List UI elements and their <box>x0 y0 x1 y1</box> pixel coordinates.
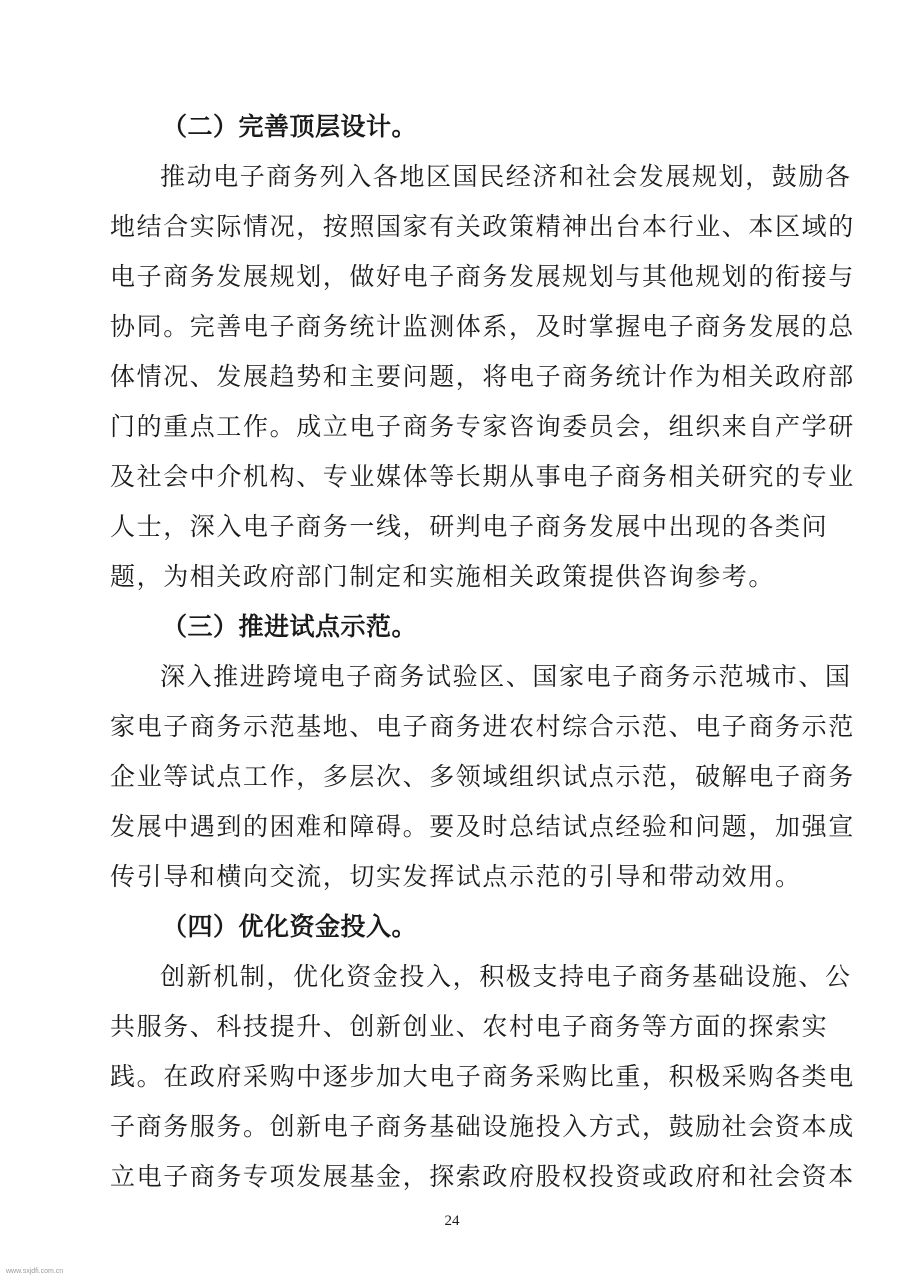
text-line: 创新机制，优化资金投入，积极支持电子商务基础设施、公 <box>160 962 852 991</box>
text-line: 人士，深入电子商务一线，研判电子商务发展中出现的各类问 <box>110 512 829 541</box>
text-line: 企业等试点工作，多层次、多领域组织试点示范，破解电子商务 <box>110 762 855 791</box>
text-line: 立电子商务专项发展基金，探索政府股权投资或政府和社会资本 <box>110 1162 855 1191</box>
text-line: 共服务、科技提升、创新创业、农村电子商务等方面的探索实 <box>110 1012 829 1041</box>
watermark: www.sxjdfi.com.cn <box>6 1268 64 1275</box>
text-line: 体情况、发展趋势和主要问题，将电子商务统计作为相关政府部 <box>110 362 855 391</box>
text-line: 题，为相关政府部门制定和实施相关政策提供咨询参考。 <box>110 562 776 591</box>
paragraph-3 <box>110 652 855 902</box>
text-line: 门的重点工作。成立电子商务专家咨询委员会，组织来自产学研 <box>110 412 855 441</box>
text-line: 及社会中介机构、专业媒体等长期从事电子商务相关研究的专业 <box>110 462 855 491</box>
paragraph-4 <box>110 952 855 1202</box>
text-line: 发展中遇到的困难和障碍。要及时总结试点经验和问题，加强宣 <box>110 812 855 841</box>
text-line: 践。在政府采购中逐步加大电子商务采购比重，积极采购各类电 <box>110 1062 855 1091</box>
text-line: 地结合实际情况，按照国家有关政策精神出台本行业、本区域的 <box>110 212 855 241</box>
text-line: 子商务服务。创新电子商务基础设施投入方式，鼓励社会资本成 <box>110 1112 855 1141</box>
text-line: 传引导和横向交流，切实发挥试点示范的引导和带动效用。 <box>110 862 802 891</box>
document-body <box>110 102 855 1202</box>
section-heading-3: （三）推进试点示范。 <box>162 612 418 641</box>
text-line: 协同。完善电子商务统计监测体系，及时掌握电子商务发展的总 <box>110 312 855 341</box>
section-heading-2: （二）完善顶层设计。 <box>162 112 418 141</box>
paragraph-2 <box>110 152 855 602</box>
section-heading-4: （四）优化资金投入。 <box>162 912 418 941</box>
page-number: 24 <box>444 1213 460 1229</box>
text-line: 家电子商务示范基地、电子商务进农村综合示范、电子商务示范 <box>110 712 855 741</box>
text-line: 电子商务发展规划，做好电子商务发展规划与其他规划的衔接与 <box>110 262 855 291</box>
text-line: 深入推进跨境电子商务试验区、国家电子商务示范城市、国 <box>160 662 852 691</box>
text-line: 推动电子商务列入各地区国民经济和社会发展规划，鼓励各 <box>160 162 852 191</box>
